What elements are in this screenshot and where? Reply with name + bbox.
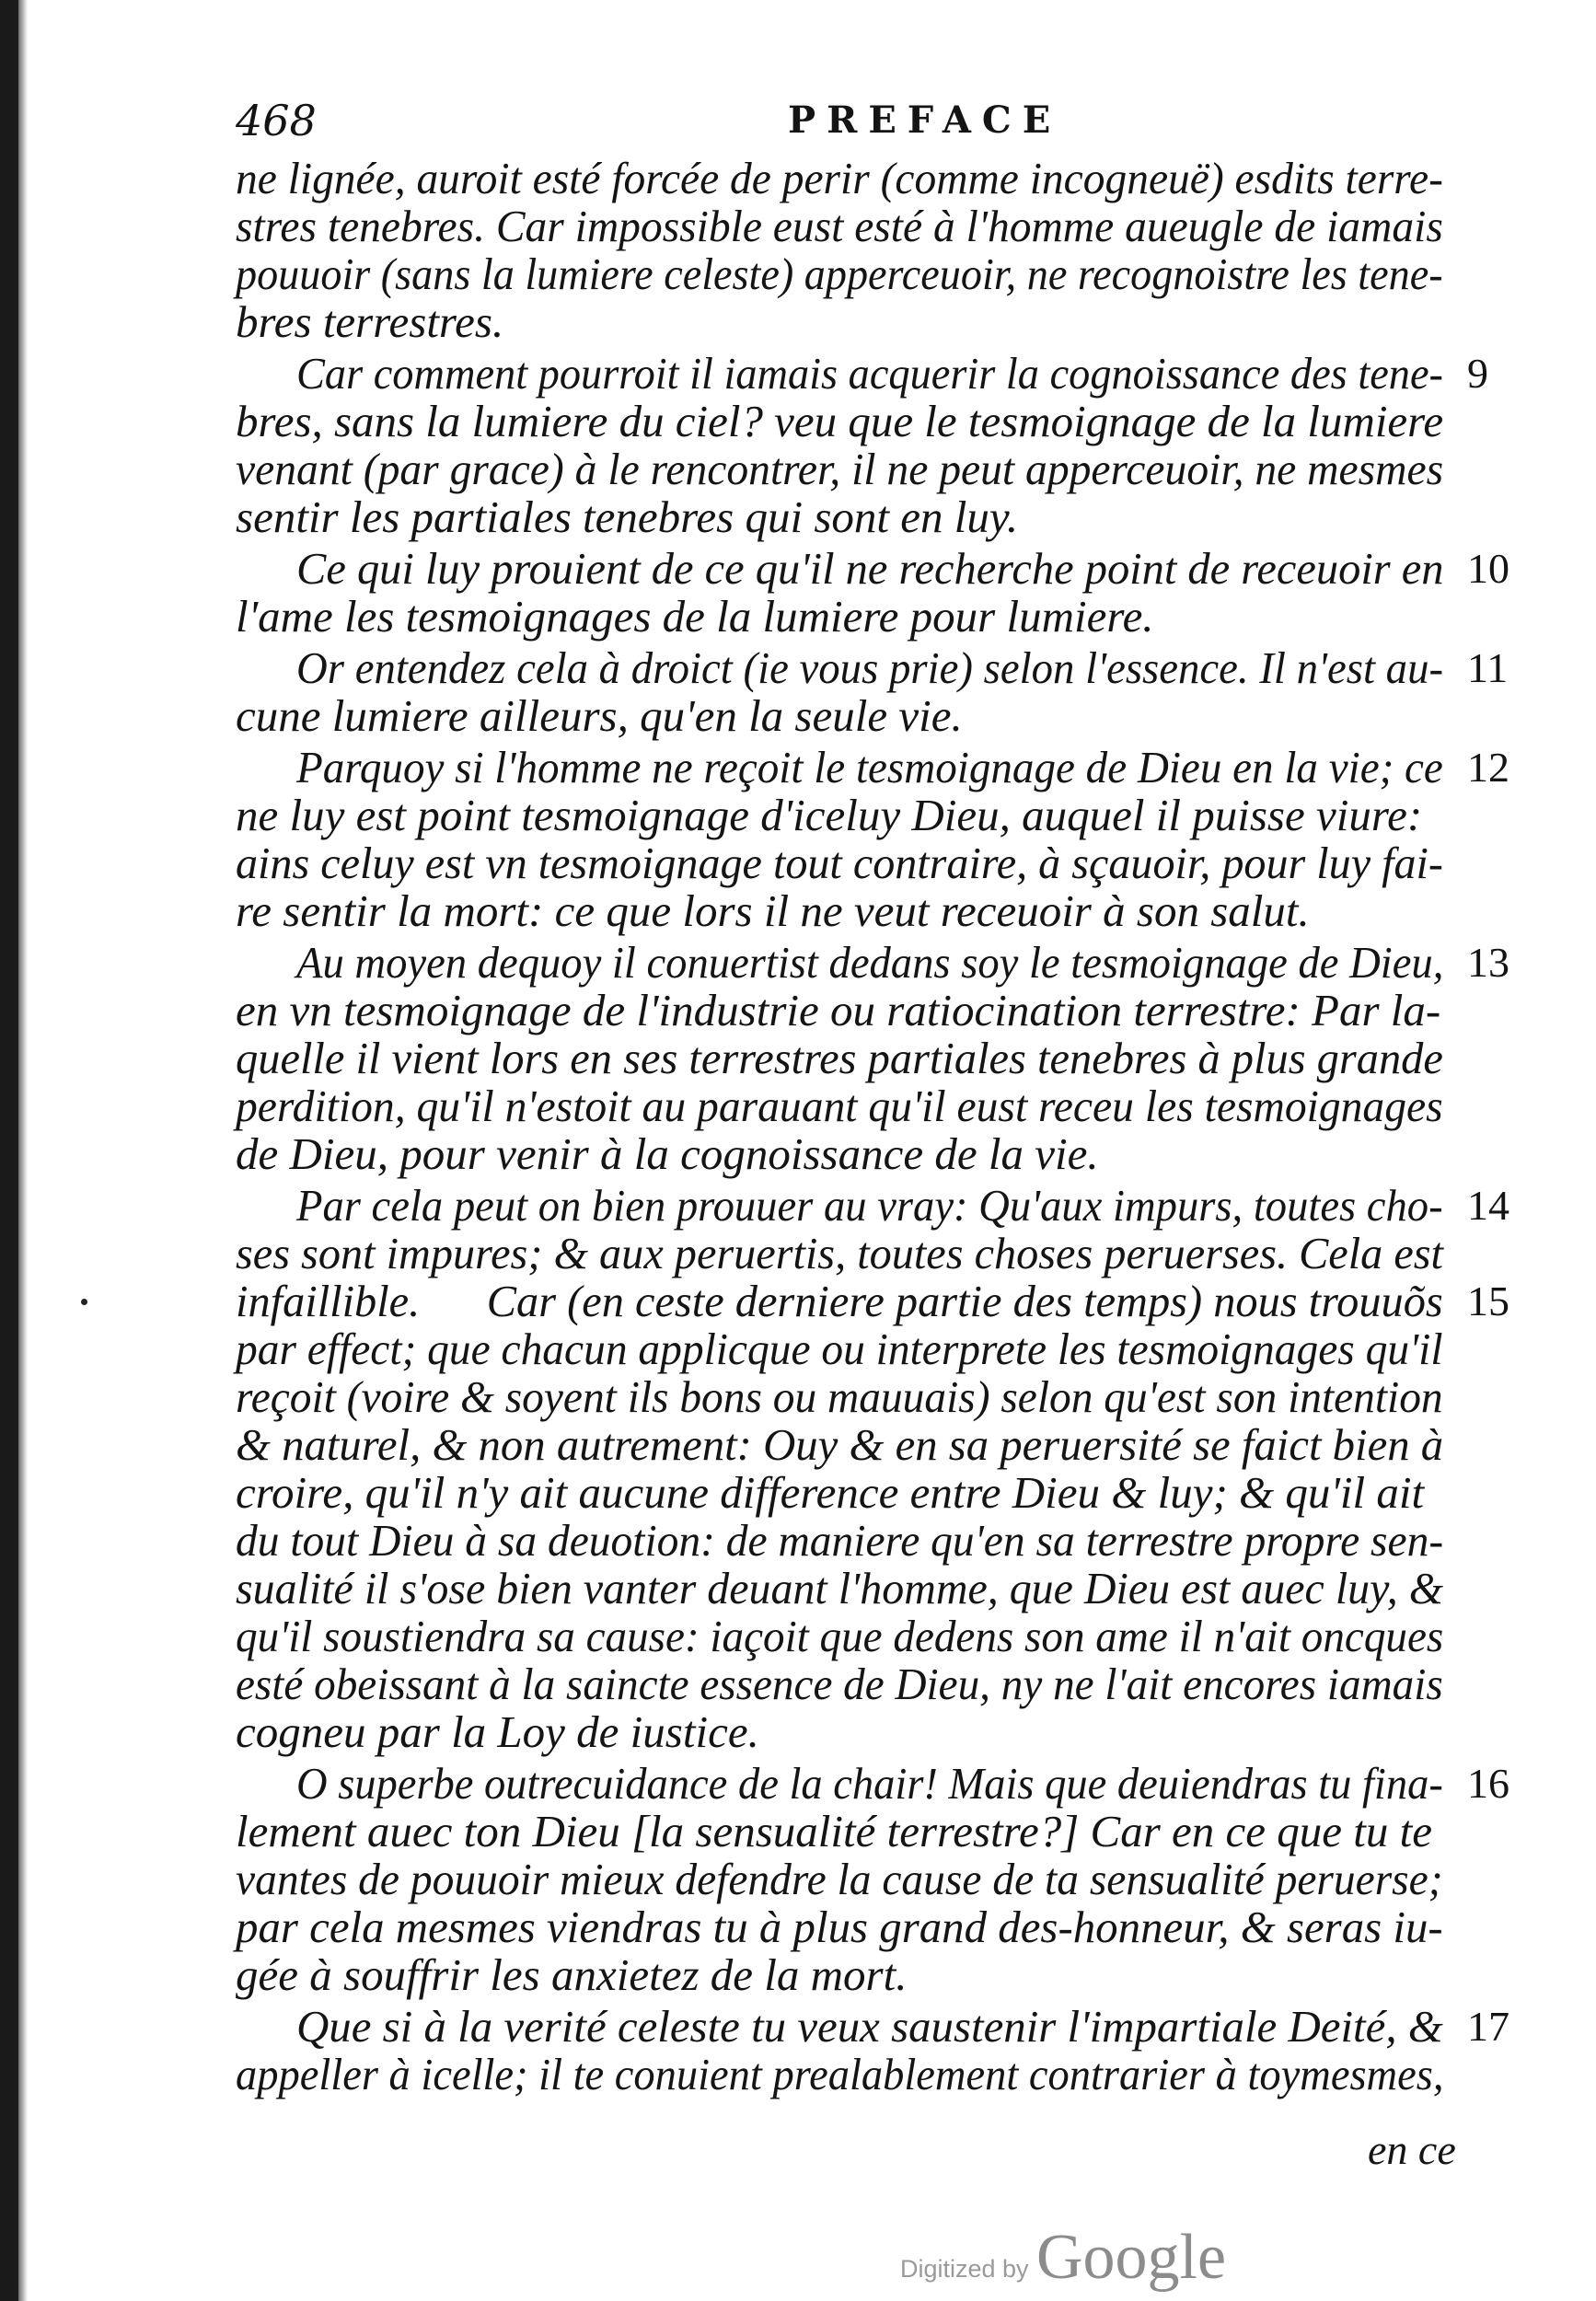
text-line: ses sont impures; & aux peruertis, toutes choses peruerses. Cela est bbox=[236, 1228, 1443, 1278]
text-line: cune lumiere ailleurs, qu'en la seule vie. bbox=[236, 690, 963, 741]
text-line: bres, sans la lumiere du ciel? veu que le tesmoignage de la lumiere bbox=[236, 396, 1444, 446]
text-line: de Dieu, pour venir à la cognoissance de la vie. bbox=[236, 1128, 1099, 1179]
text-line: Au moyen dequoy il conuertist dedans soy le tesmoignage de Dieu, bbox=[296, 937, 1444, 988]
text-line: Par cela peut on bien prouuer au vray: Qu'aux impurs, toutes cho- bbox=[296, 1180, 1443, 1231]
text-line: reçoit (voire & soyent ils bons ou mauuais) selon qu'est son intention bbox=[236, 1371, 1443, 1422]
text-line: & naturel, & non autrement: Ouy & en sa peruersité se faict bien à bbox=[236, 1419, 1444, 1470]
text-line: pouuoir (sans la lumiere celeste) apperceuoir, ne recognoistre les tene- bbox=[236, 249, 1443, 299]
text-line: ne luy est point tesmoignage d'iceluy Dieu, auquel il puisse viure: bbox=[236, 790, 1423, 840]
catchword: en ce bbox=[1368, 2126, 1456, 2173]
text-line: Parquoy si l'homme ne reçoit le tesmoignage de Dieu en la vie; ce bbox=[296, 742, 1443, 792]
text-line: Car comment pourroit il iamais acquerir la cognoissance des tene- bbox=[296, 348, 1443, 399]
text-line: par cela mesmes viendras tu à plus grand des-honneur, & seras iu- bbox=[236, 1902, 1443, 1952]
text-line: par effect; que chacun applicque ou interprete les tesmoignages qu'il bbox=[236, 1324, 1443, 1374]
verse-number: 13 bbox=[1467, 939, 1509, 986]
verse-number: 12 bbox=[1467, 744, 1509, 791]
text-line: croire, qu'il n'y ait aucune difference entre Dieu & luy; & qu'il ait bbox=[236, 1467, 1425, 1518]
text-line: esté obeissant à la saincte essence de Dieu, ny ne l'ait encores iamais bbox=[236, 1659, 1443, 1709]
ink-speck bbox=[81, 1299, 87, 1305]
text-line: stres tenebres. Car impossible eust esté à l'homme aueugle de iamais bbox=[236, 201, 1443, 251]
digitization-watermark bbox=[900, 2214, 1314, 2296]
verse-number: 10 bbox=[1467, 545, 1509, 592]
text-line: cogneu par la Loy de iustice. bbox=[236, 1706, 759, 1757]
verse-number: 16 bbox=[1467, 1760, 1509, 1807]
text-line: ne lignée, auroit esté forcée de perir (comme incogneuë) esdits terre- bbox=[236, 153, 1443, 203]
text-line: infaillible. Car (en ceste derniere partie des temps) nous trouuõs bbox=[236, 1276, 1443, 1326]
verse-number: 9 bbox=[1467, 350, 1488, 397]
gutter-shadow bbox=[18, 0, 28, 2301]
text-line: bres terrestres. bbox=[236, 296, 504, 347]
running-title: PREFACE bbox=[788, 98, 1062, 142]
text-line: lement auec ton Dieu [la sensualité terrestre?] Car en ce que tu te bbox=[236, 1806, 1433, 1856]
text-line: ains celuy est vn tesmoignage tout contraire, à sçauoir, pour luy fai- bbox=[236, 838, 1443, 888]
text-line: qu'il soustiendra sa cause: iaçoit que dedens son ame il n'ait oncques bbox=[236, 1611, 1444, 1661]
text-line: re sentir la mort: ce que lors il ne veut receuoir à son salut. bbox=[236, 885, 1310, 936]
page-number: 468 bbox=[236, 96, 317, 145]
digitized-by-label: Digitized by bbox=[900, 2255, 1029, 2283]
text-line: sentir les partiales tenebres qui sont en luy. bbox=[236, 491, 1019, 542]
verse-number: 15 bbox=[1467, 1278, 1509, 1324]
running-head bbox=[236, 92, 1414, 149]
text-line: quelle il vient lors en ses terrestres partiales tenebres à plus grande bbox=[236, 1033, 1443, 1083]
text-line: Ce qui luy prouient de ce qu'il ne recherche point de receuoir en bbox=[296, 543, 1444, 594]
verse-number: 14 bbox=[1467, 1182, 1509, 1229]
text-line: sualité il s'ose bien vanter deuant l'homme, que Dieu est auec luy, & bbox=[236, 1563, 1444, 1613]
text-line: en vn tesmoignage de l'industrie ou ratiocination terrestre: Par la- bbox=[236, 985, 1441, 1035]
text-line: Que si à la verité celeste tu veux saustenir l'impartiale Deité, & bbox=[296, 2001, 1443, 2052]
verse-number: 11 bbox=[1467, 644, 1509, 691]
text-line: gée à souffrir les anxietez de la mort. bbox=[236, 1949, 908, 2000]
text-line: venant (par grace) à le rencontrer, il ne peut apperceuoir, ne mesmes bbox=[236, 444, 1444, 494]
text-line: O superbe outrecuidance de la chair! Mais que deuiendras tu fina- bbox=[296, 1758, 1443, 1809]
text-line: du tout Dieu à sa deuotion: de maniere qu'en sa terrestre propre sen- bbox=[236, 1515, 1444, 1566]
google-logo: Google bbox=[1036, 2222, 1227, 2293]
text-line: appeller à icelle; il te conuient prealablement contrarier à toymesmes, bbox=[236, 2049, 1444, 2099]
text-line: vantes de pouuoir mieux defendre la cause de ta sensualité peruerse; bbox=[236, 1854, 1443, 1904]
text-line: l'ame les tesmoignages de la lumiere pour lumiere. bbox=[236, 591, 1154, 642]
text-line: perdition, qu'il n'estoit au parauant qu'il eust receu les tesmoignages bbox=[236, 1081, 1443, 1131]
binding-gutter bbox=[0, 0, 18, 2301]
text-line: Or entendez cela à droict (ie vous prie) selon l'essence. Il n'est au- bbox=[296, 642, 1444, 693]
verse-number: 17 bbox=[1467, 2003, 1509, 2050]
